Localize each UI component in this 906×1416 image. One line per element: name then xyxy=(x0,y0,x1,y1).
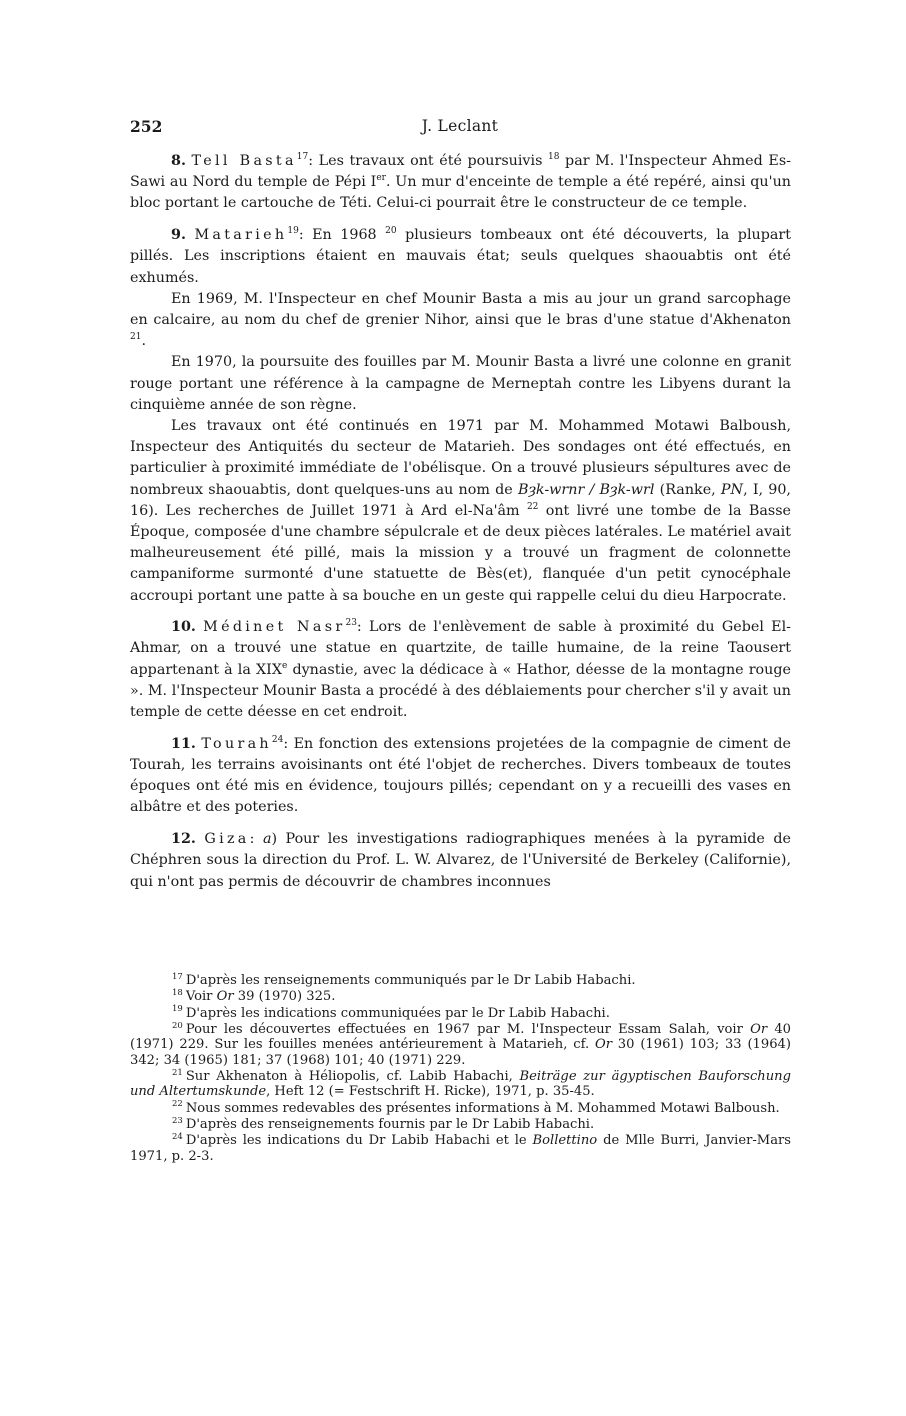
italic-text: a xyxy=(262,831,272,848)
section-matarieh xyxy=(130,225,791,289)
footnote-ref[interactable]: 23 xyxy=(345,618,357,629)
footnote-24 xyxy=(130,1133,791,1163)
footnote-text: D'après des renseignements fournis par le Dr Labib Habachi. xyxy=(185,1116,595,1132)
paragraph xyxy=(130,416,791,607)
running-head: J. Leclant xyxy=(421,117,499,135)
section-number: 12. xyxy=(171,831,196,848)
paragraph-text: . xyxy=(141,333,146,350)
footnote-23 xyxy=(130,1117,791,1132)
footnote-text: 39 (1970) 325. xyxy=(233,989,336,1005)
footnote-20 xyxy=(130,1022,791,1068)
italic-text: Or xyxy=(216,989,234,1005)
footnote-ref[interactable]: 21 xyxy=(130,332,142,343)
footnote-text: , Heft 12 (= Festschrift H. Ricke), 1971, p. 35-45. xyxy=(266,1084,595,1100)
paragraph-text: : En fonction des extensions projetées de la compagnie de ciment de Tourah, les terrains avoisinants ont été l'objet de recherches. Divers tombeaux de toutes époques ont été mis en évidence, toujours pillés; cependant on y a recueilli des vases en albâtre et des poteries. xyxy=(130,735,791,816)
footnote-number: 20 xyxy=(172,1020,183,1031)
paragraph-text: plusieurs tombeaux ont été découverts, la plupart pillés. Les inscriptions étaient en mauvais état; seuls quelques shaouabtis ont été exhumés. xyxy=(130,227,791,286)
footnote-text: 40 (1971) 229. Sur les fouilles menées antérieurement à Matarieh, cf. xyxy=(130,1022,791,1053)
paragraph-text: Les travaux ont été continués en 1971 par M. Mohammed Motawi Balboush, Inspecteur des Antiquités du secteur de Matarieh. Des sondages ont été effectués, en particulier à proximité immédiate de l'obélisque. On a trouvé plusieurs sépultures avec de nombreux shaouabtis, dont quelques-uns au nom de xyxy=(130,417,791,498)
paragraph xyxy=(130,352,791,416)
section-giza xyxy=(130,829,791,893)
body-text xyxy=(130,151,791,893)
italic-text: Beiträge zur ägyptischen Bauforschung und Altertumskunde xyxy=(130,1068,791,1100)
italic-text: Bollettino xyxy=(532,1133,598,1149)
footnote-ref[interactable]: 17 xyxy=(296,152,309,163)
paragraph-text: , I, 90, 16). Les recherches de Juillet 1971 à Ard el-Na'âm xyxy=(130,481,791,519)
paragraph-text: (Ranke, xyxy=(654,481,721,498)
section-medinet-nasr xyxy=(130,617,791,723)
footnote-text: Pour les découvertes effectuées en 1967 par M. l'Inspecteur Essam Salah, voir xyxy=(185,1022,751,1038)
paragraph-text: En 1969, M. l'Inspecteur en chef Mounir Basta a mis au jour un grand sarcophage en calcaire, au nom du chef de grenier Nihor, ainsi que le bras d'une statue d'Akhenaton xyxy=(130,290,791,328)
italic-text: Or xyxy=(750,1022,768,1038)
paragraph xyxy=(130,289,791,353)
footnote-17 xyxy=(130,973,791,988)
paragraph-text: : En 1968 xyxy=(298,227,386,244)
footnote-number: 22 xyxy=(172,1099,183,1110)
paragraph-text: . Un mur d'enceinte de temple a été repéré, ainsi qu'un bloc portant le cartouche de Téti. Celui-ci pourrait être le constructeur de ce temple. xyxy=(130,174,791,212)
paragraph-text: dynastie, avec la dédicace à « Hathor, déesse de la montagne rouge ». M. l'Inspecteur Mounir Basta a procédé à des déblaiements pour chercher s'il y avait un temple de cette déesse en cet endroit. xyxy=(130,661,791,721)
footnote-number: 21 xyxy=(172,1067,183,1078)
place-name: Médinet Nasr xyxy=(203,619,346,636)
superscript: e xyxy=(282,660,288,671)
footnote-text: de Mlle Burri, Janvier-Mars 1971, p. 2-3. xyxy=(130,1133,791,1164)
italic-text: Bȝk-wrnr / Bȝk-wrl xyxy=(517,481,655,498)
superscript: er xyxy=(376,173,386,184)
place-name: Matarieh xyxy=(194,227,288,244)
footnote-19 xyxy=(130,1006,791,1021)
italic-text: PN xyxy=(720,481,744,498)
section-number: 8. xyxy=(171,153,186,169)
page-number: 252 xyxy=(130,117,163,136)
footnotes xyxy=(130,973,791,1165)
footnote-18 xyxy=(130,989,791,1004)
footnote-number: 17 xyxy=(172,971,183,982)
place-name: Tourah xyxy=(201,735,272,752)
footnote-text: D'après les renseignements communiqués par le Dr Labib Habachi. xyxy=(185,973,636,988)
footnote-number: 19 xyxy=(172,1004,183,1015)
footnote-text: D'après les indications du Dr Labib Habachi et le xyxy=(185,1133,533,1149)
footnote-text: D'après les indications communiquées par le Dr Labib Habachi. xyxy=(185,1005,610,1021)
footnote-ref[interactable]: 20 xyxy=(385,226,397,237)
footnote-ref[interactable]: 18 xyxy=(548,152,560,163)
footnote-ref[interactable]: 24 xyxy=(271,735,284,746)
footnote-text: Sur Akhenaton à Héliopolis, cf. Labib Habachi, xyxy=(185,1068,520,1084)
section-tell-basta xyxy=(130,151,791,215)
footnote-text: 30 (1961) 103; 33 (1964) 342; 34 (1965) 181; 37 (1968) 101; 40 (1971) 229. xyxy=(130,1037,791,1068)
italic-text: Or xyxy=(594,1037,612,1053)
paragraph-text: : xyxy=(249,831,263,848)
paragraph-text: En 1970, la poursuite des fouilles par M. Mounir Basta a livré une colonne en granit rouge portant une référence à la campagne de Merneptah contre les Libyens durant la cinquième année de son règne. xyxy=(130,354,791,413)
paragraph-text: par M. l'Inspecteur Ahmed Es-Sawi au Nord du temple de Pépi I xyxy=(130,153,791,191)
paragraph-text: ont livré une tombe de la Basse Époque, composée d'une chambre sépulcrale et de deux pièces latérales. Le matériel avait malheureusement été pillé, mais la mission y a trouvé un fragment de colonnette campaniforme surmonté d'une statuette de Bès(et), flanquée d'un petit cynocéphale accroupi portant une patte à sa bouche en un geste qui rappelle celui du dieu Harpocrate. xyxy=(130,502,791,604)
paragraph-text: ) Pour les investigations radiographiques menées à la pyramide de Chéphren sous la direction du Prof. L. W. Alvarez, de l'Université de Berkeley (Californie), qui n'ont pas permis de découvrir de chambres inconnues xyxy=(130,831,791,890)
section-number: 9. xyxy=(171,227,186,244)
place-name: Giza xyxy=(204,831,250,848)
footnote-text: Nous sommes redevables des présentes informations à M. Mohammed Motawi Balboush. xyxy=(185,1100,780,1116)
footnote-21 xyxy=(130,1069,791,1099)
footnote-text: Voir xyxy=(185,989,217,1005)
paragraph-text: : Lors de l'enlèvement de sable à proximité du Gebel El-Ahmar, on a trouvé une statue en quartzite, de taille humaine, de la reine Taousert appartenant à la XIX xyxy=(130,619,792,678)
section-tourah xyxy=(130,734,791,819)
footnote-number: 23 xyxy=(172,1115,183,1126)
paragraph-text: : Les travaux ont été poursuivis xyxy=(308,153,549,169)
footnote-number: 24 xyxy=(172,1131,183,1142)
page-header xyxy=(130,117,790,137)
footnote-ref[interactable]: 19 xyxy=(287,226,299,237)
footnote-ref[interactable]: 22 xyxy=(526,501,539,512)
place-name: Tell Basta xyxy=(191,153,297,169)
footnote-22 xyxy=(130,1101,791,1116)
section-number: 11. xyxy=(171,735,196,752)
section-number: 10. xyxy=(171,619,196,636)
footnote-number: 18 xyxy=(172,988,183,999)
